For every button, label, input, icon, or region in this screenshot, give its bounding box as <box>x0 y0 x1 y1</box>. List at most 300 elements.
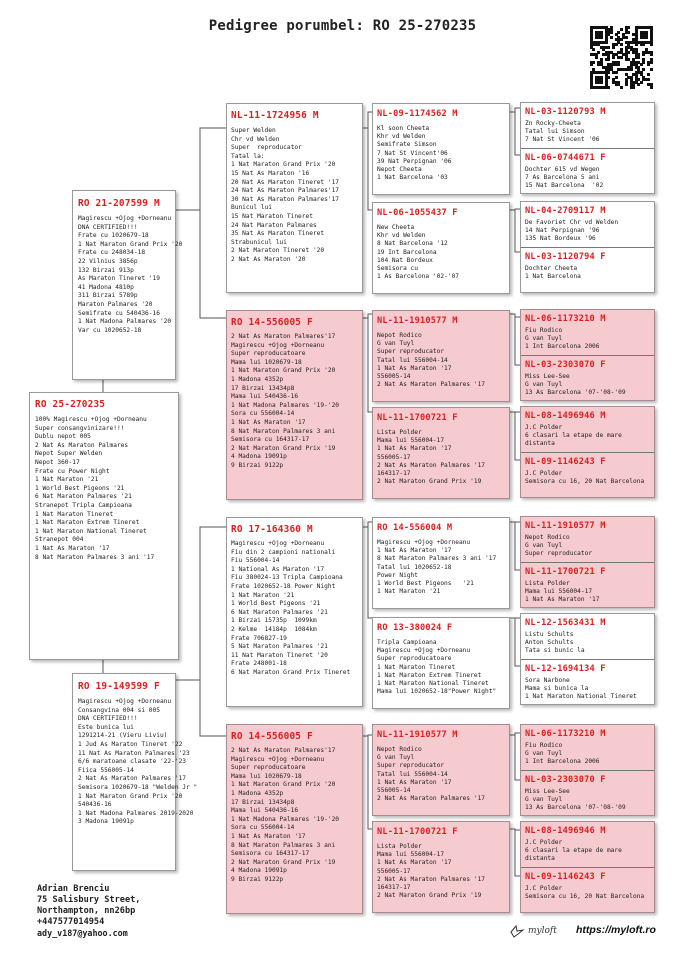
note-line: Semisora cu 164317-17 <box>231 436 310 444</box>
gen5-notes <box>525 424 650 449</box>
gen4-id: NL-11-1910577 M <box>377 316 458 326</box>
note-line: 4 Madona 19091p <box>231 867 287 875</box>
note-line: 1 World Best Pigeons '21 <box>377 580 474 588</box>
note-line: G van Tuyl <box>525 381 563 389</box>
gen5-card-pair-6[interactable] <box>520 613 655 705</box>
gen5-id: NL-03-1120793 M <box>525 107 606 117</box>
note-line: 8 Nat Maraton Palmares 3 ani <box>231 841 336 849</box>
note-line: 6 clasari la etape de mare <box>525 847 622 855</box>
gen4-card-sdd[interactable] <box>372 407 510 499</box>
note-line: Super reproducatoare <box>231 350 306 358</box>
note-line: 11 Nat As Maraton Palmares '23 <box>78 749 190 757</box>
note-line: Strabunicul lui <box>231 238 287 246</box>
note-line: 17 Birzai 13434p8 <box>231 384 295 392</box>
note-line: 2 Nat Maraton Grand Prix '19 <box>231 444 336 452</box>
note-line: Zn Rocky-Cheeta <box>525 120 581 127</box>
gen5-card-pair-4[interactable] <box>520 406 655 498</box>
logo-text: myloft <box>528 926 557 936</box>
sire-id: RO 21-207599 M <box>78 198 160 209</box>
note-line: Sora cu 556004-14 <box>231 824 295 832</box>
note-line: Frate cu Power Night <box>35 467 110 475</box>
note-line: Semisora cu <box>377 265 418 273</box>
dam-dam-card[interactable] <box>226 724 363 914</box>
owner-name: Adrian Brenciu <box>37 884 110 894</box>
note-line: Mama lui 1020652-18"Power Night" <box>377 688 497 696</box>
note-line: Sora cu 556004-14 <box>231 410 295 418</box>
note-line: 2 Nat As Maraton '20 <box>231 255 306 263</box>
note-line: 2 Kelme 14184p 1084km <box>231 625 317 633</box>
note-line: Frate cu 248034-18 <box>78 249 146 257</box>
note-line: G van Tuyl <box>377 754 415 762</box>
myloft-logo <box>510 924 557 938</box>
gen4-id: NL-11-1910577 M <box>377 730 458 740</box>
dam-notes <box>78 698 198 827</box>
note-line: Tatal la: <box>231 152 265 160</box>
note-line: 1 Nat Barcelona '03 <box>377 174 448 182</box>
note-line: 6/6 maratoane clasate '22-'23 <box>78 758 187 766</box>
note-line: 556005-14 <box>377 373 411 381</box>
gen4-id: NL-09-1174562 M <box>377 109 458 119</box>
subject-pigeon-notes <box>35 416 173 562</box>
dam-card[interactable] <box>72 673 198 871</box>
note-line: 1 Nat As Maraton '17 <box>377 859 452 867</box>
note-line: Tripla Campioana <box>377 639 437 646</box>
note-line: 1 Nat Maraton National Tineret <box>525 693 637 701</box>
note-line: De Favoriet Chr vd Welden <box>525 219 619 226</box>
dam-sire-card[interactable] <box>226 517 363 707</box>
note-line: 39 Nat Perpignan '06 <box>377 157 452 165</box>
note-line: Dublu nepot 005 <box>35 433 91 441</box>
gen5-pigeon[interactable] <box>521 310 654 356</box>
note-line: 1 Madona 4352p <box>231 789 284 797</box>
sire-sire-card[interactable] <box>226 103 363 293</box>
note-line: 15 Nat Barcelona '02 <box>525 182 604 190</box>
gen5-card-pair-1[interactable] <box>520 102 655 194</box>
note-line: 1 Nat Maraton Grand Prix '20 <box>231 781 336 789</box>
gen5-pigeon[interactable] <box>521 356 654 402</box>
gen5-pigeon[interactable] <box>521 771 654 817</box>
note-line: Semisora cu 16, 20 Nat Barcelona <box>525 893 645 901</box>
gen5-notes <box>525 534 650 559</box>
note-line: 9 Birzai 9122p <box>231 461 284 469</box>
note-line: 1 Nat Madona Palmares '20 <box>78 318 172 326</box>
note-line: Super reproducator <box>377 762 445 770</box>
gen4-notes <box>377 843 505 900</box>
gen4-card-ddd[interactable] <box>372 821 510 913</box>
note-line: 1 Nat Maraton '21 <box>35 476 99 484</box>
note-line: Mama lui 540436-16 <box>231 393 299 401</box>
gen5-id: NL-11-1700721 F <box>525 567 606 577</box>
note-line: 1 Nat As Maraton '17 <box>231 832 306 840</box>
note-line: 13 As Barcelona '07-'08-'09 <box>525 804 626 812</box>
note-line: 30 Nat As Maraton Palmares'17 <box>231 195 340 203</box>
note-line: G van Tuyl <box>377 340 415 348</box>
note-line: Lista Polder <box>525 580 570 587</box>
note-line: Fiu 556004-14 <box>231 557 280 565</box>
dam-sire-notes <box>231 540 358 678</box>
note-line: 132 Birzai 913p <box>78 266 134 274</box>
note-line: 9 Birzai 9122p <box>231 875 284 883</box>
note-line: As Maraton Tineret '19 <box>78 275 160 283</box>
note-line: J.C Polder <box>525 424 563 431</box>
note-line: Magirescu +Ojog +Dorneanu <box>78 698 172 705</box>
note-line: Magirescu +Ojog +Dorneanu <box>78 215 172 222</box>
gen4-notes <box>377 332 505 389</box>
note-line: Magirescu +Ojog +Dorneanu <box>377 539 471 546</box>
note-line: 7 Nat St Vincent '06 <box>525 136 600 144</box>
note-line: 1291214-21 (Vieru Liviu) <box>78 732 168 740</box>
note-line: 1 Nat As Maraton '17 <box>231 418 306 426</box>
note-line: Mama lui 556004-17 <box>377 851 445 859</box>
note-line: Fiu 380024-13 Tripla Campioana <box>231 574 343 582</box>
note-line: J.C Polder <box>525 839 563 846</box>
gen5-pigeon[interactable] <box>521 563 654 609</box>
note-line: 1 Int Barcelona 2006 <box>525 343 600 351</box>
gen4-id: NL-06-1055437 F <box>377 208 458 218</box>
note-line: Dochter Cheeta <box>525 265 578 272</box>
note-line: DNA CERTIFIED!!! <box>78 715 138 723</box>
note-line: Lista Polder <box>377 843 422 850</box>
gen5-id: NL-09-1146243 F <box>525 457 606 467</box>
gen5-pigeon[interactable] <box>521 868 654 914</box>
note-line: DNA CERTIFIED!!! <box>78 223 138 231</box>
sire-sire-id: NL-11-1724956 M <box>231 110 319 121</box>
note-line: 1 Nat Maraton National Tineret <box>377 680 489 688</box>
dam-dam-notes <box>231 747 358 885</box>
note-line: 8 Nat Maraton Palmares 3 ani '17 <box>377 555 497 563</box>
note-line: Miss Lee-See <box>525 788 570 795</box>
note-line: 1 Nat Madona Palmares '19-'20 <box>231 815 340 823</box>
gen5-notes <box>525 120 650 145</box>
sire-notes <box>78 215 183 335</box>
note-line: 2 Nat Maraton Grand Prix '19 <box>377 892 482 900</box>
gen4-notes <box>377 224 505 281</box>
note-line: 1 Nat Maraton Grand Prix '20 <box>78 240 183 248</box>
owner-street: 75 Salisbury Street, <box>37 895 141 905</box>
note-line: 4 Madona 19091p <box>231 453 287 461</box>
note-line: 8 Nat Maraton Palmares 3 ani '17 <box>35 553 155 561</box>
owner-contact <box>37 884 140 939</box>
gen5-pigeon[interactable] <box>521 407 654 453</box>
gen5-pigeon[interactable] <box>521 517 654 563</box>
gen5-id: NL-12-1694134 F <box>525 664 606 674</box>
note-line: Magirescu +Ojog +Dorneanu <box>231 341 325 349</box>
note-line: Super reproducatoare <box>231 764 306 772</box>
note-line: 8 Nat Maraton Palmares 3 ani <box>231 427 336 435</box>
note-line: 41 Madona 4810p <box>78 283 134 291</box>
note-line: Tata si bunic la <box>525 647 585 655</box>
gen4-card-sss[interactable] <box>372 103 510 195</box>
note-line: 556005-17 <box>377 453 411 461</box>
gen5-notes <box>525 327 650 352</box>
note-line: Khr vd Welden <box>377 133 426 141</box>
note-line: Super reproducator <box>231 144 302 152</box>
note-line: Stranepot 004 <box>35 536 84 544</box>
gen4-card-dsd[interactable] <box>372 617 510 709</box>
note-line: 8 Nat Barcelona '12 <box>377 240 448 248</box>
note-line: 24 Nat Maraton Palmares <box>231 221 317 229</box>
gen5-id: NL-06-1173210 M <box>525 729 606 739</box>
note-line: 1 Nat Maraton Extrem Tineret <box>35 519 140 527</box>
note-line: 19 Int Barcelona <box>377 248 437 256</box>
gen5-pigeon[interactable] <box>521 725 654 771</box>
gen5-notes <box>525 219 650 244</box>
note-line: 6 Nat Maraton Grand Prix Tineret <box>231 668 351 676</box>
note-line: 1 Nat As Maraton '17 <box>525 596 600 604</box>
website-link[interactable]: https://myloft.ro <box>576 924 656 936</box>
note-line: Super Welden <box>231 127 276 134</box>
dam-id: RO 19-149599 F <box>78 681 160 692</box>
note-line: Semifrate cu 540436-16 <box>78 309 160 317</box>
gen5-card-pair-3[interactable] <box>520 309 655 401</box>
note-line: Nepot Rodico <box>377 746 422 753</box>
note-line: 1 Jud As Maraton Tineret '22 <box>78 740 183 748</box>
gen5-notes <box>525 580 650 605</box>
note-line: 17 Birzai 13434p8 <box>231 798 295 806</box>
note-line: 7 As Barcelona 5 ani <box>525 174 600 182</box>
note-line: 14 Nat Perpignan '96 <box>525 227 600 235</box>
gen5-notes <box>525 788 650 813</box>
gen4-card-sds[interactable] <box>372 310 510 402</box>
note-line: 100% Magirescu +Ojog +Dorneanu <box>35 416 147 423</box>
note-line: Kl soon Cheeta <box>377 125 430 132</box>
note-line: 1 Nat Maraton '21 <box>377 588 441 596</box>
note-line: 1 As Barcelona '02-'07 <box>377 273 459 281</box>
note-line: Fiu Rodico <box>525 327 563 334</box>
owner-phone: +447577014954 <box>37 917 105 927</box>
note-line: 2 Nat As Maraton Palmares'17 <box>231 333 336 340</box>
note-line: G van Tuyl <box>525 750 563 758</box>
note-line: Semisora 1020679-18 "Welden Jr " <box>78 783 198 791</box>
gen4-card-dds[interactable] <box>372 724 510 816</box>
pigeon-icon <box>510 924 524 938</box>
note-line: 104 Nat Bordeux <box>377 256 433 264</box>
gen5-pigeon[interactable] <box>521 453 654 499</box>
note-line: 15 Nat Maraton Tineret <box>231 212 313 220</box>
gen5-id: NL-03-1120794 F <box>525 252 606 262</box>
gen4-id: RO 13-380024 F <box>377 623 453 633</box>
gen4-notes <box>377 639 505 696</box>
gen4-card-dss[interactable] <box>372 517 510 609</box>
note-line: 5 Nat Maraton Palmares '21 <box>231 643 328 651</box>
note-line: New Cheeta <box>377 224 415 231</box>
gen5-pigeon[interactable] <box>521 103 654 149</box>
owner-email: ady_v187@yahoo.com <box>37 928 128 938</box>
gen5-id: NL-08-1496946 M <box>525 826 606 836</box>
note-line: distanta <box>525 440 555 448</box>
dam-sire-id: RO 17-164360 M <box>231 524 313 535</box>
note-line: 1 National As Maraton '17 <box>231 565 325 573</box>
note-line: 1 Nat As Maraton '17 <box>377 778 452 786</box>
sire-dam-notes <box>231 333 358 471</box>
note-line: Nepot Rodico <box>525 534 570 541</box>
note-line: Power Night <box>377 571 418 579</box>
subject-pigeon-id: RO 25-270235 <box>35 399 106 410</box>
gen5-card-pair-8[interactable] <box>520 821 655 913</box>
note-line: 135 Nat Bordeux '96 <box>525 235 596 243</box>
note-line: 1 Nat Maraton Grand Prix '20 <box>78 792 183 800</box>
note-line: G van Tuyl <box>525 796 563 804</box>
note-line: Tatal lui 1020652-18 <box>377 563 452 571</box>
note-line: Super reproducatoare <box>377 655 452 663</box>
note-line: 1 Nat Barcelona <box>525 273 581 281</box>
gen4-id: RO 14-556004 M <box>377 523 453 533</box>
note-line: Chr vd Welden <box>231 135 280 143</box>
note-line: 15 Nat As Maraton '16 <box>231 169 310 177</box>
note-line: 6 Nat Maraton Palmares '21 <box>35 493 132 501</box>
dam-dam-id: RO 14-556005 F <box>231 731 313 742</box>
gen5-card-pair-2[interactable] <box>520 201 655 293</box>
note-line: Bunicul lui <box>231 204 272 212</box>
subject-pigeon-card[interactable] <box>29 392 179 660</box>
note-line: 2 Nat As Maraton Palmares '17 <box>377 795 486 803</box>
note-line: 1 Nat As Maraton '17 <box>35 544 110 552</box>
gen5-id: NL-03-2303070 F <box>525 775 606 785</box>
note-line: 20 Nat As Maraton Tineret '17 <box>231 178 340 186</box>
note-line: 311 Birzai 5789p <box>78 292 138 300</box>
note-line: Stranepot Tripla Campioana <box>35 501 132 509</box>
note-line: 1 Birzai 15735p 1099km <box>231 617 317 625</box>
note-line: 1 Int Barcelona 2006 <box>525 758 600 766</box>
note-line: Super consangvinizare!!! <box>35 424 125 432</box>
gen5-card-pair-5[interactable] <box>520 516 655 608</box>
note-line: 1 World Best Pigeons '21 <box>231 600 321 608</box>
note-line: Khr vd Welden <box>377 232 426 240</box>
note-line: distanta <box>525 855 555 863</box>
note-line: Super reproducator <box>525 550 593 558</box>
note-line: 1 World Best Pigeons '21 <box>35 484 125 492</box>
note-line: Magirescu +Ojog +Dorneanu <box>231 540 325 547</box>
sire-card[interactable] <box>72 190 183 380</box>
note-line: 1 Nat Maraton Grand Prix '20 <box>231 367 336 375</box>
note-line: Fiu din 2 campioni nationali <box>231 548 336 556</box>
note-line: Magirescu +Ojog +Dorneanu <box>377 647 471 655</box>
note-line: Mama lui 556004-17 <box>377 437 445 445</box>
note-line: 556005-14 <box>377 787 411 795</box>
gen5-pigeon[interactable] <box>521 149 654 195</box>
note-line: 6 Nat Maraton Palmares '21 <box>231 608 328 616</box>
gen5-notes <box>525 885 650 901</box>
note-line: 7 Nat St Vincent'06 <box>377 149 448 157</box>
note-line: 13 As Barcelona '07-'08-'09 <box>525 389 626 397</box>
note-line: Dochter 615 vd Wegen <box>525 166 600 173</box>
note-line: Anton Schults <box>525 639 574 647</box>
gen4-card-ssd[interactable] <box>372 202 510 294</box>
sire-dam-id: RO 14-556005 F <box>231 317 313 328</box>
note-line: 2 Nat Maraton Grand Prix '19 <box>377 478 482 486</box>
note-line: 1 Nat Maraton Tineret <box>377 663 456 671</box>
note-line: 11 Nat Maraton Tineret '20 <box>231 651 328 659</box>
note-line: 2 Nat Maraton Tineret '20 <box>231 247 325 255</box>
gen5-pigeon[interactable] <box>521 822 654 868</box>
gen5-id: NL-09-1146243 F <box>525 872 606 882</box>
note-line: J.C Polder <box>525 885 563 892</box>
note-line: 22 Vilnius 3856p <box>78 257 138 265</box>
note-line: Maraton Palmares '20 <box>78 300 153 308</box>
note-line: Tatal lui 556004-14 <box>377 770 448 778</box>
gen5-pigeon[interactable] <box>521 660 654 706</box>
note-line: Frate 248001-18 <box>231 660 287 668</box>
note-line: 3 Madona 19091p <box>78 818 134 826</box>
note-line: G van Tuyl <box>525 542 563 550</box>
gen5-pigeon[interactable] <box>521 202 654 248</box>
note-line: Var cu 1020652-18 <box>78 326 142 334</box>
note-line: Nepot Rodico <box>377 332 422 339</box>
gen4-notes <box>377 746 505 803</box>
gen4-notes <box>377 429 505 486</box>
gen4-id: NL-11-1700721 F <box>377 827 458 837</box>
note-line: 2 Nat As Maraton Palmares <box>35 441 129 449</box>
note-line: 540436-16 <box>78 801 112 809</box>
gen5-notes <box>525 166 650 191</box>
note-line: 1 Nat As Maraton '17 <box>377 547 452 555</box>
note-line: Fiica 556005-14 <box>78 766 134 774</box>
note-line: 2 Nat Maraton Grand Prix '19 <box>231 858 336 866</box>
gen5-notes <box>525 742 650 767</box>
page-title: Pedigree porumbel: RO 25-270235 <box>208 18 477 34</box>
note-line: Mama si bunica la <box>525 685 589 693</box>
note-line: Semifrate Simson <box>377 141 437 149</box>
note-line: Mama lui 1020679-18 <box>231 358 302 366</box>
gen5-notes <box>525 631 650 656</box>
gen4-notes <box>377 539 505 596</box>
note-line: Listu Schults <box>525 631 574 638</box>
note-line: Nepot 360-17 <box>35 458 80 466</box>
gen5-pigeon[interactable] <box>521 248 654 294</box>
gen5-id: NL-04-2709117 M <box>525 206 606 216</box>
note-line: Semisora cu 164317-17 <box>231 850 310 858</box>
gen5-card-pair-7[interactable] <box>520 724 655 816</box>
gen5-notes <box>525 470 650 486</box>
note-line: Frate cu 1020679-18 <box>78 232 149 240</box>
note-line: Mama lui 1020679-18 <box>231 772 302 780</box>
gen5-id: NL-08-1496946 M <box>525 411 606 421</box>
note-line: Semisora cu 16, 20 Nat Barcelona <box>525 478 645 486</box>
note-line: Consangvina 004 si 005 <box>78 706 160 714</box>
note-line: 556005-17 <box>377 867 411 875</box>
note-line: Miss Lee-See <box>525 373 570 380</box>
note-line: 2 Nat As Maraton Palmares '17 <box>377 461 486 469</box>
note-line: 1 Nat Maraton '21 <box>231 591 295 599</box>
sire-dam-card[interactable] <box>226 310 363 500</box>
note-line: 164317-17 <box>377 470 411 478</box>
gen5-id: NL-12-1563431 M <box>525 618 606 628</box>
note-line: G van Tuyl <box>525 335 563 343</box>
note-line: Magirescu +Ojog +Dorneanu <box>231 755 325 763</box>
note-line: Nepot Super Welden <box>35 450 103 458</box>
sire-sire-notes <box>231 127 358 265</box>
note-line: Mama lui 540436-16 <box>231 807 299 815</box>
note-line: 1 Nat Maraton National Tineret <box>35 527 147 535</box>
gen5-notes <box>525 677 650 702</box>
gen4-id: NL-11-1700721 F <box>377 413 458 423</box>
gen5-pigeon[interactable] <box>521 614 654 660</box>
gen4-notes <box>377 125 505 182</box>
note-line: Este bunica lui <box>78 723 134 731</box>
note-line: 1 Nat Madona Palmares 2019-2020 <box>78 809 194 817</box>
note-line: J.C Polder <box>525 470 563 477</box>
owner-city: Northampton, nn26bp <box>37 906 136 916</box>
note-line: Tatal lui Simson <box>525 128 585 136</box>
gen5-notes <box>525 265 650 281</box>
note-line: 35 Nat As Maraton Tineret <box>231 230 325 238</box>
note-line: Super reproducator <box>377 348 445 356</box>
note-line: Mama lui 556004-17 <box>525 588 593 596</box>
note-line: Tatal lui 556004-14 <box>377 356 448 364</box>
note-line: 1 Nat Madona Palmares '19-'20 <box>231 401 340 409</box>
note-line: Fiu Rodico <box>525 742 563 749</box>
note-line: Frate 706827-19 <box>231 634 287 642</box>
